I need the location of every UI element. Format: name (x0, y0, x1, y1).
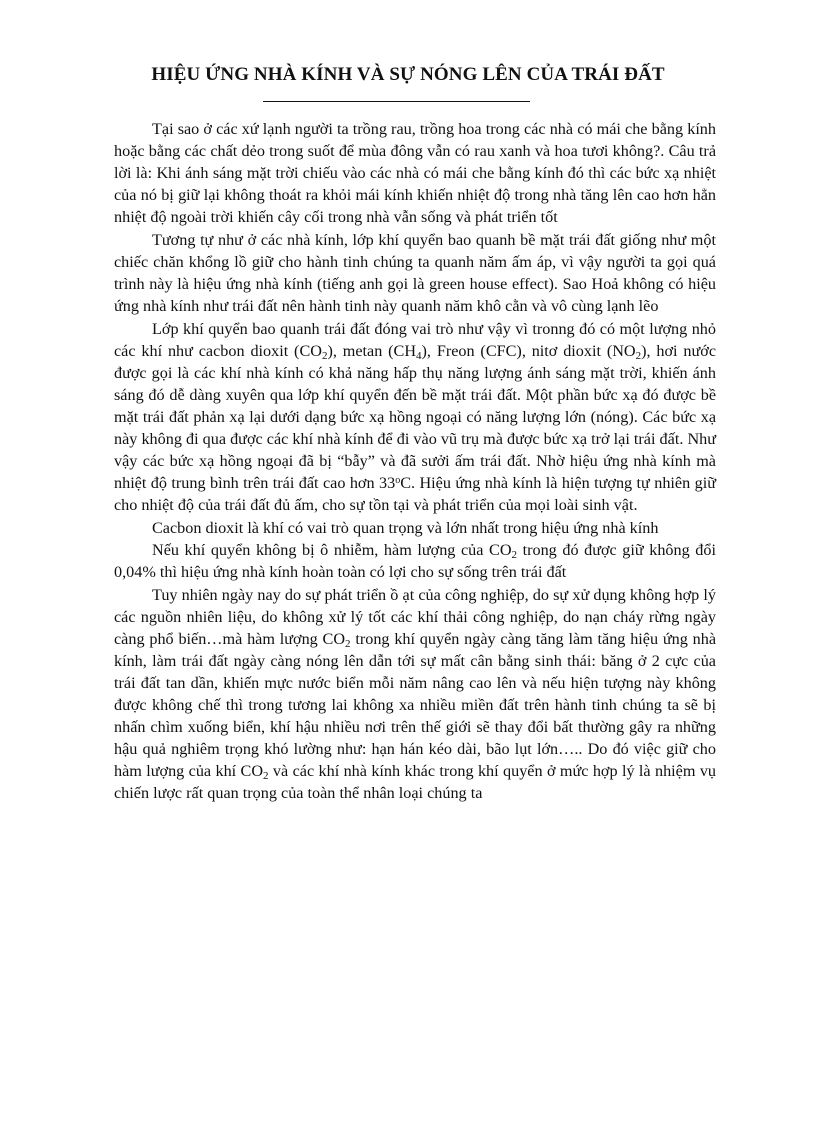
paragraph-co2-role (114, 517, 716, 539)
subscript: 2 (321, 350, 328, 362)
paragraph-greenhouse-gases (114, 318, 716, 516)
paragraph-text: ), hơi nước được gọi là các khí nhà kính có khả năng hấp thụ năng lượng ánh sáng mặt trời, khiến ánh sáng đó dễ dàng xuyên qua lớp khí quyển đến bề mặt trái đất. Một phần bức xạ đó được bề mặt trái đất phản xạ lại dưới dạng bức xạ hồng ngoại có năng lượng lớn (nóng). Các bức xạ này không đi qua được các khí nhà kính để đi vào vũ trụ mà được bức xạ trở lại trái đất. Như vậy các bức xạ hồng ngoại đã bị “bẫy” và đã sưởi ấm trái đất. Nhờ hiệu ứng nhà kính mà nhiệt độ trung bình trên trái đất cao hơn 33 (114, 342, 717, 492)
subscript: 2 (345, 638, 351, 650)
paragraph-text: Tại sao ở các xứ lạnh người ta trồng rau, trồng hoa trong các nhà có mái che bằng kính hoặc bằng các chất dẻo trong suốt để mùa đông vẫn có rau xanh và hoa tươi không?. Câu trả lời là: Khi ánh sáng mặt trời chiếu vào các nhà có mái che bằng kính đó thì các bức xạ nhiệt của nó bị giữ lại không thoát ra khỏi mái kính khiến nhiệt độ trong nhà tăng lên cao hơn hẳn nhiệt độ ngoài trời khiến cây cối trong nhà vẫn sống và phát triển tốt (114, 120, 716, 226)
subscript: 4 (416, 350, 422, 362)
degree-superscript: o (395, 475, 401, 486)
paragraph-co2-level (114, 539, 716, 583)
paragraph-text: Nếu khí quyển không bị ô nhiễm, hàm lượng của CO (152, 541, 512, 559)
paragraph-greenhouse-question (114, 118, 716, 228)
subscript: 2 (635, 350, 642, 362)
paragraph-text: Tuy nhiên ngày nay do sự phát triển ồ ạt của công nghiệp, do sự xử dụng không hợp lý các nguồn nhiên liệu, do không xử lý tốt các khí thải công nghiệp, do nạn cháy rừng ngày càng phổ biến…mà hàm lượng CO (114, 586, 716, 648)
document-title: HIỆU ỨNG NHÀ KÍNH VÀ SỰ NÓNG LÊN CỦA TRÁI ĐẤT (151, 64, 665, 85)
paragraph-text: ), metan (CH (327, 342, 417, 360)
paragraph-text: Lớp khí quyển bao quanh trái đất đóng vai trò như vậy vì tronng đó có một lượng nhỏ các khí như cacbon dioxit (CO (114, 320, 716, 360)
paragraph-text: trong đó được giữ không đổi 0,04% thì hiệu ứng nhà kính hoàn toàn có lợi cho sự sống trên trái đất (114, 541, 716, 581)
paragraph-text: ), Freon (CFC), nitơ dioxit (NO (421, 342, 636, 360)
subscript: 2 (511, 549, 518, 561)
paragraph-text: và các khí nhà kính khác trong khí quyển ở mức hợp lý là nhiệm vụ chiến lược rất quan trọng của toàn thể nhân loại chúng ta (114, 762, 717, 802)
paragraph-text: C. Hiệu ứng nhà kính là hiện tượng tự nhiên giữ cho nhiệt độ của trái đất đủ ấm, cho sự tồn tại và phát triển của mọi loài sinh vật. (114, 474, 716, 514)
paragraph-text: Tương tự như ở các nhà kính, lớp khí quyển bao quanh bề mặt trái đất giống như một chiếc chăn khổng lồ giữ cho hành tinh chúng ta quanh năm ấm áp, vì vậy người ta gọi quá trình này là hiệu ứng nhà kính (tiếng anh gọi là green house effect). Sao Hoả không có hiệu ứng nhà kính như trái đất nên hành tinh này quanh năm khô cằn và vô cùng lạnh lẽo (114, 231, 716, 315)
title-underline (263, 101, 530, 102)
subscript: 2 (263, 770, 269, 782)
paragraph-text: trong khí quyển ngày càng tăng làm tăng hiệu ứng nhà kính, làm trái đất ngày càng nóng lên dẫn tới sự mất cân bằng sinh thái: băng ở 2 cực của trái đất tan dần, khiến mực nước biển mỗi năm nâng cao lên và nếu hiện tượng này không được không chế thì trong tương lai không xa nhiều miền đất trên hành tinh chúng ta sẽ bị nhấn chìm xuống biển, khí hậu nhiều nơi trên thế giới sẽ thay đổi bất thường gây ra những hậu quả nghiêm trọng khó lường như: hạn hán kéo dài, bão lụt lớn….. Do đó việc giữ cho hàm lượng của khí CO (114, 630, 716, 780)
paragraph-greenhouse-analogy (114, 229, 716, 317)
paragraph-consequences (114, 584, 716, 804)
document-body (114, 118, 716, 804)
paragraph-text: Cacbon dioxit là khí có vai trò quan trọng và lớn nhất trong hiệu ứng nhà kính (152, 519, 659, 537)
